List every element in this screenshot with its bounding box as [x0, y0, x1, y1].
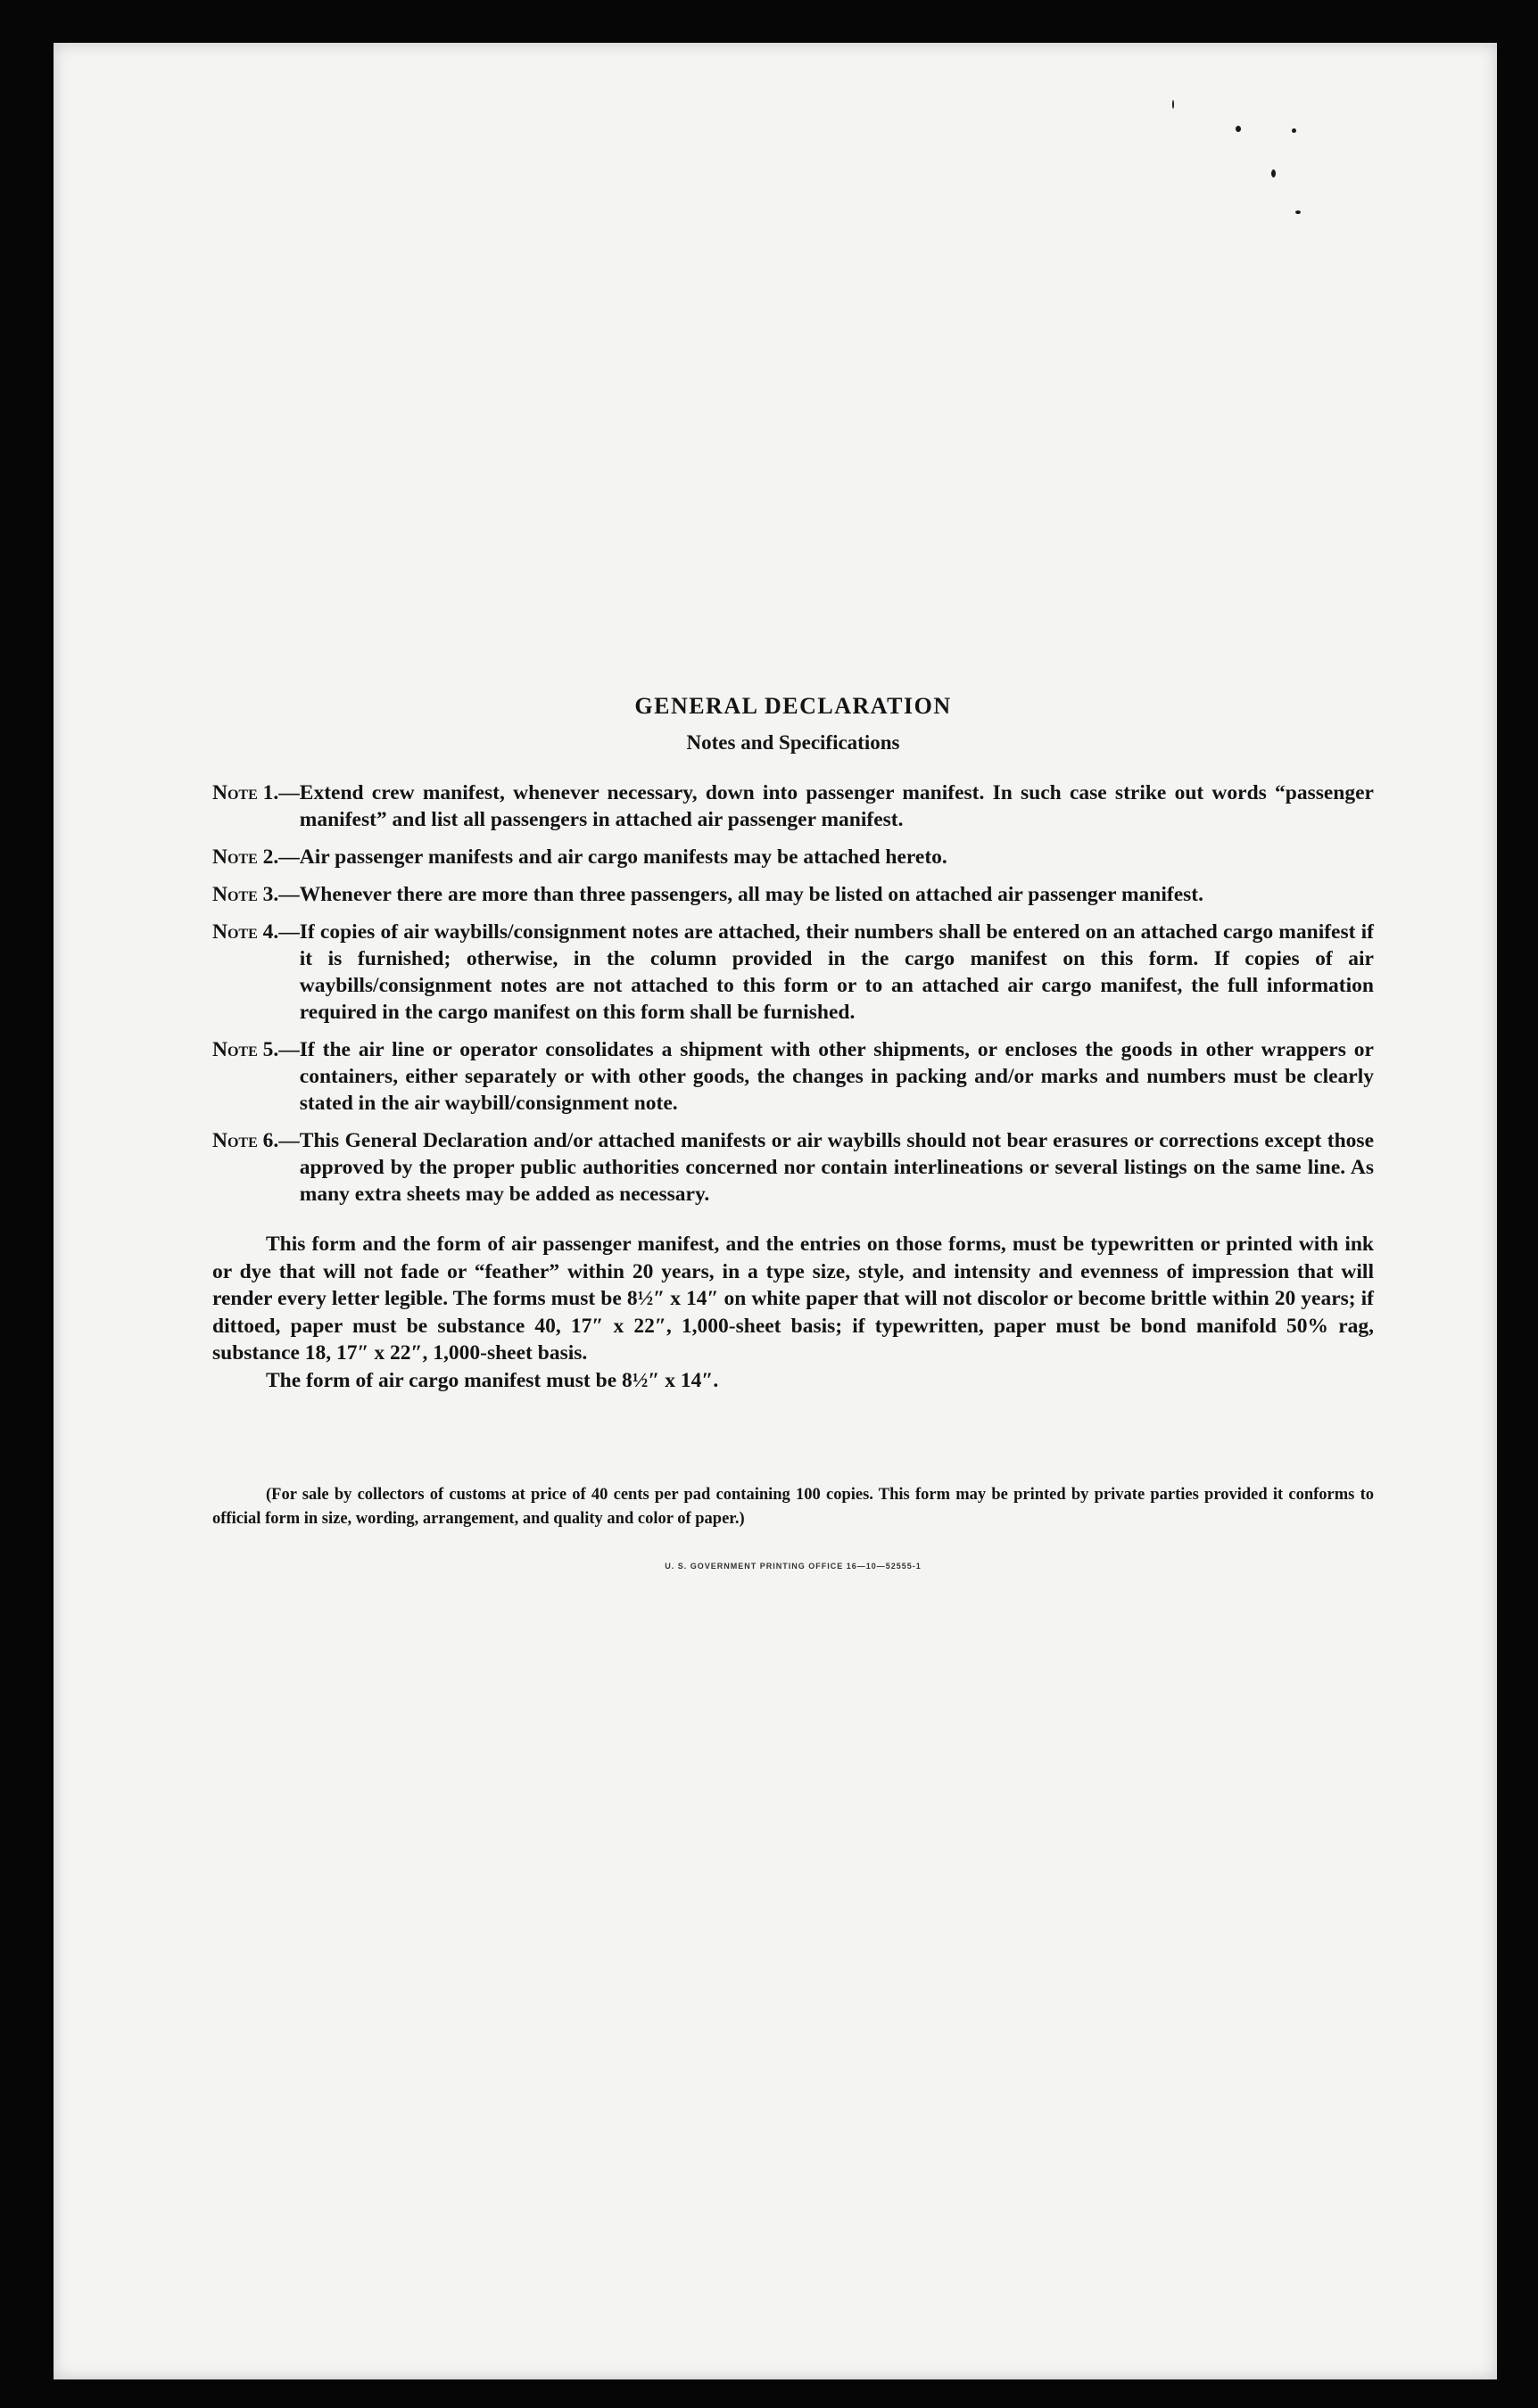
note-5	[212, 1036, 1374, 1117]
document-page	[54, 43, 1497, 2379]
form-specification-paragraph: This form and the form of air passenger manifest, and the entries on those forms, must be typewritten or printed with ink or dye that will not fade or “feather” within 20 years, in a type size, style, and intensity and evenness of impression that will render every letter legible. The forms must be 8½″ x 14″ on white paper that will not discolor or become brittle within 20 years; if dittoed, paper must be substance 40, 17″ x 22″, 1,000-sheet basis; if typewritten, paper must be bond manifold 50% rag, substance 18, 17″ x 22″, 1,000-sheet basis.	[212, 1233, 1374, 1365]
note-2	[212, 844, 1374, 870]
note-text: Air passenger manifests and air cargo manifests may be attached hereto.	[299, 845, 947, 869]
note-label: Note 6.—	[212, 1129, 300, 1152]
speck	[1271, 169, 1276, 177]
sale-notice: (For sale by collectors of customs at price of 40 cents per pad containing 100 copies. This form may be printed by private parties provided it conforms to official form in size, wording, arrangement, and quality and color of paper.)	[212, 1486, 1374, 1528]
speck	[1295, 210, 1301, 214]
page-title: GENERAL DECLARATION	[634, 693, 952, 719]
note-label: Note 5.—	[212, 1038, 300, 1061]
note-label: Note 4.—	[212, 920, 300, 944]
note-4	[212, 919, 1374, 1026]
note-text: Extend crew manifest, whenever necessary, down into passenger manifest. In such case strike out words “passenger manifest” and list all passengers in attached air passenger manifest.	[299, 781, 1374, 831]
note-label: Note 3.—	[212, 883, 300, 906]
note-3	[212, 881, 1374, 908]
speck	[1236, 126, 1241, 132]
note-6	[212, 1127, 1374, 1208]
note-text: Whenever there are more than three passengers, all may be listed on attached air passenger manifest.	[299, 883, 1203, 906]
declaration-content	[212, 692, 1374, 1571]
note-label: Note 1.—	[212, 781, 300, 804]
cargo-manifest-size-paragraph: The form of air cargo manifest must be 8½″ x 14″.	[266, 1368, 719, 1392]
speck	[1172, 100, 1174, 109]
note-1	[212, 779, 1374, 833]
speck	[1292, 128, 1296, 133]
printing-office-imprint: U. S. GOVERNMENT PRINTING OFFICE 16—10—52555-1	[665, 1562, 922, 1571]
page-subtitle: Notes and Specifications	[686, 731, 900, 754]
note-text: If copies of air waybills/consignment notes are attached, their numbers shall be entered on an attached cargo manifest if it is furnished; otherwise, in the column provided in the cargo manifest on this form. If copies of air waybills/consignment notes are not attached to this form or to an attached air cargo manifest, the full information required in the cargo manifest on this form shall be furnished.	[299, 920, 1374, 1024]
note-text: If the air line or operator consolidates a shipment with other shipments, or encloses the goods in other wrappers or containers, either separately or with other goods, the changes in packing and/or marks and numbers must be clearly stated in the air waybill/consignment note.	[299, 1038, 1374, 1115]
note-text: This General Declaration and/or attached manifests or air waybills should not bear erasures or corrections except those approved by the proper public authorities concerned nor contain interlineations or several listings on the same line. As many extra sheets may be added as necessary.	[299, 1129, 1374, 1206]
note-label: Note 2.—	[212, 845, 300, 869]
